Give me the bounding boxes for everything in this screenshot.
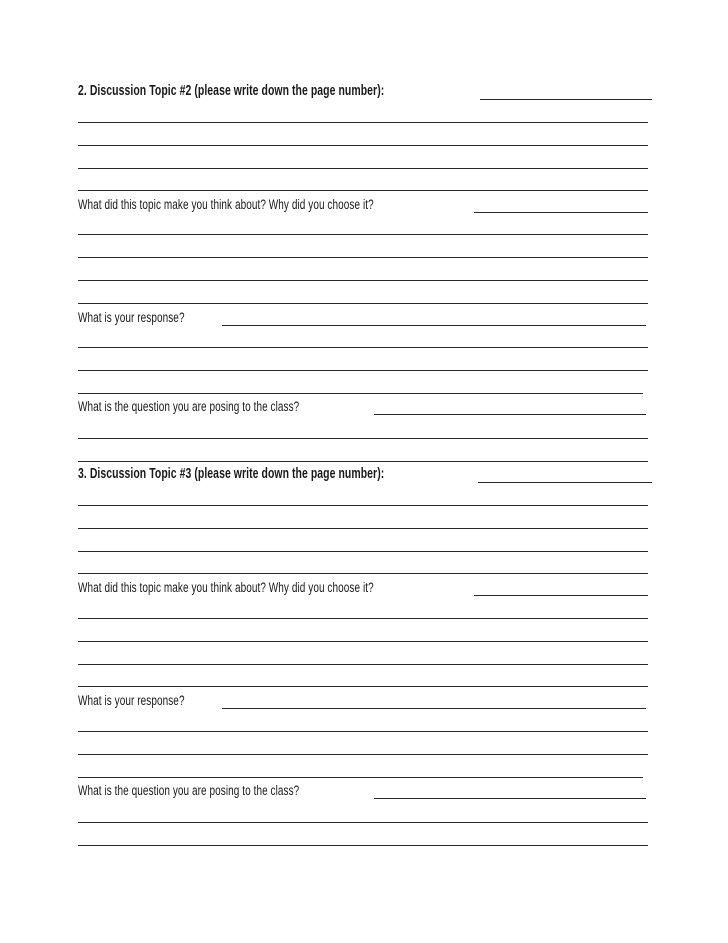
topic-3-class-question: What is the question you are posing to the class? [78,783,300,798]
topic-3-q2-answer-line[interactable] [78,731,648,732]
topic-3-q3-answer-line[interactable] [78,822,648,823]
topic-3-answer-line[interactable] [78,505,648,506]
topic-3-q1-row [78,575,478,597]
topic-3-heading-row [78,461,503,483]
topic-2-page-number-blank[interactable] [480,99,652,100]
topic-2-heading: 2. Discussion Topic #2 (please write down the page number): [78,83,385,99]
topic-2-q1-answer-line[interactable] [78,280,648,281]
topic-3-q1-answer-line[interactable] [78,664,648,665]
topic-2-q3-blank[interactable] [374,414,646,415]
topic-2-q1-blank[interactable] [474,212,648,213]
topic-2-q1-answer-line[interactable] [78,257,648,258]
topic-3-q1-answer-line[interactable] [78,686,648,687]
topic-2-q3-row [78,394,377,416]
topic-3-page-number-blank[interactable] [478,482,652,483]
topic-2-think-question: What did this topic make you think about? Why did you choose it? [78,197,374,212]
topic-3-answer-line[interactable] [78,551,648,552]
topic-3-q2-answer-line[interactable] [78,754,648,755]
topic-2-q1-answer-line[interactable] [78,303,648,304]
topic-3-q3-answer-line[interactable] [78,845,648,846]
topic-3-q1-answer-line[interactable] [78,641,648,642]
topic-2-q2-blank[interactable] [222,325,646,326]
topic-2-q1-row [78,192,478,214]
topic-2-q2-row [78,305,222,327]
topic-2-answer-line[interactable] [78,190,648,191]
topic-3-answer-line[interactable] [78,573,648,574]
topic-3-q1-blank[interactable] [474,595,648,596]
topic-2-q1-answer-line[interactable] [78,234,648,235]
topic-2-q2-answer-line[interactable] [78,370,648,371]
topic-2-q2-answer-line[interactable] [78,347,648,348]
topic-3-q1-answer-line[interactable] [78,618,648,619]
topic-3-think-question: What did this topic make you think about? Why did you choose it? [78,580,374,595]
topic-3-q3-blank[interactable] [374,798,646,799]
topic-3-answer-line[interactable] [78,528,648,529]
topic-2-answer-line[interactable] [78,145,648,146]
topic-2-response-question: What is your response? [78,310,185,325]
topic-2-heading-row [78,78,503,100]
topic-3-q2-blank[interactable] [222,708,646,709]
topic-3-q3-row [78,778,377,800]
topic-2-answer-line[interactable] [78,168,648,169]
topic-3-response-question: What is your response? [78,693,185,708]
topic-2-class-question: What is the question you are posing to the class? [78,399,300,414]
topic-2-q3-answer-line[interactable] [78,438,648,439]
topic-3-q2-row [78,688,222,710]
topic-2-answer-line[interactable] [78,122,648,123]
topic-3-heading: 3. Discussion Topic #3 (please write down the page number): [78,466,385,482]
